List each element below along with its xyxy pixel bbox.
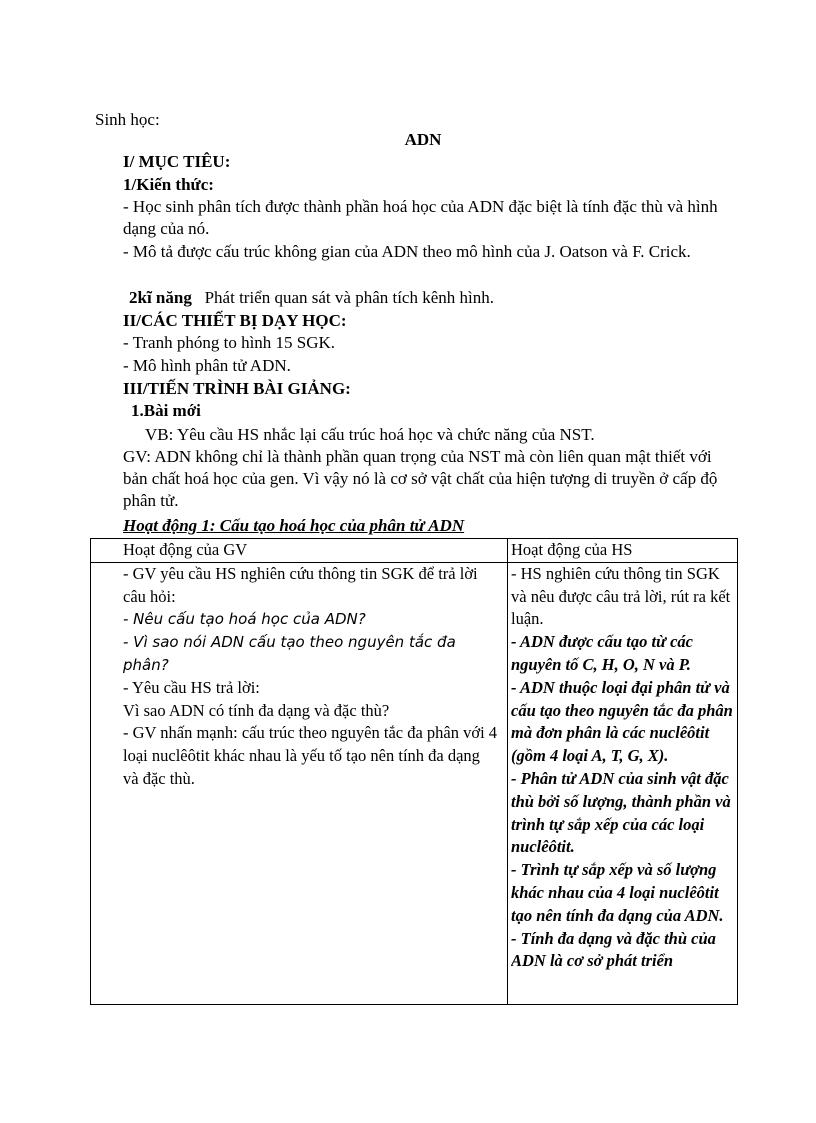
subject-label: Sinh học: [95, 110, 160, 129]
table-header-row [91, 539, 738, 563]
section3-vb: VB: Yêu cầu HS nhắc lại cấu trúc hoá học và chức năng của NST. [145, 425, 595, 444]
activity-table [90, 538, 738, 1005]
gv-cell-content [123, 563, 499, 1004]
section2-item1: - Tranh phóng to hình 15 SGK. [123, 333, 336, 352]
section3-gv: GV: ADN không chỉ là thành phần quan trọng của NST mà còn liên quan mật thiết với bản chất hoá học của gen. Vì vậy nó là cơ sở vật chất của hiện tượng di truyền ở cấp độ phân tử. [123, 447, 718, 510]
section2-item2: - Mô hình phân tử ADN. [123, 356, 291, 375]
hs-cell-line: - Tính đa dạng và đặc thù của ADN là cơ sở phát triển [511, 928, 716, 971]
gv-cell-line: - Yêu cầu HS trả lời: [123, 677, 260, 697]
gv-cell-line: - GV yêu cầu HS nghiên cứu thông tin SGK để trả lời câu hỏi: [123, 563, 478, 606]
header-hs: Hoạt động của HS [508, 539, 738, 563]
hs-cell-content [511, 563, 733, 1004]
gv-cell-line: Vì sao ADN có tính đa dạng và đặc thù? [123, 700, 390, 720]
section1-sub1: 1/Kiến thức: [123, 175, 214, 194]
page-title: ADN [404, 130, 442, 149]
gv-cell-line: - Nêu cấu tạo hoá học của ADN? [123, 610, 366, 629]
skill-text: Phát triển quan sát và phân tích kênh hình. [204, 288, 495, 307]
table-row [91, 562, 738, 1004]
section3-heading: III/TIẾN TRÌNH BÀI GIẢNG: [123, 379, 351, 398]
section3-sub1: 1.Bài mới [131, 401, 201, 420]
section1-item2: - Mô tả được cấu trúc không gian của ADN theo mô hình của J. Oatson và F. Crick. [123, 242, 691, 261]
gv-cell [91, 562, 508, 1004]
header-gv: Hoạt động của GV [91, 539, 508, 563]
section1-item1: - Học sinh phân tích được thành phần hoá học của ADN đặc biệt là tính đặc thù và hình dạng của nó. [123, 197, 718, 238]
gv-cell-line: - Vì sao nói ADN cấu tạo theo nguyên tắc đa phân? [123, 633, 456, 674]
hs-cell-line: - Trình tự sắp xếp và số lượng khác nhau của 4 loại nuclêôtit tạo nên tính đa dạng của ADN. [511, 860, 724, 925]
section1-skill-line [129, 287, 494, 309]
hs-cell-line: - ADN được cấu tạo từ các nguyên tố C, H, O, N và P. [511, 632, 693, 674]
skill-label: 2kĩ năng [129, 288, 192, 307]
section1-heading: I/ MỤC TIÊU: [123, 152, 231, 171]
gv-cell-line: - GV nhấn mạnh: cấu trúc theo nguyên tắc đa phân với 4 loại nuclêôtit khác nhau là yếu tố tạo nên tính đa dạng và đặc thù. [123, 723, 498, 788]
hs-cell-line: - HS nghiên cứu thông tin SGK và nêu được câu trả lời, rút ra kết luận. [511, 563, 731, 629]
activity1-title: Hoạt động 1: Cấu tạo hoá học của phân tử ADN [123, 516, 465, 535]
hs-cell-line: - Phân tử ADN của sinh vật đặc thù bởi số lượng, thành phần và trình tự sắp xếp của các loại nuclêôtit. [511, 768, 731, 857]
hs-cell [508, 562, 738, 1004]
section2-heading: II/CÁC THIẾT BỊ DẠY HỌC: [123, 311, 347, 330]
hs-cell-line: - ADN thuộc loại đại phân tử và cấu tạo theo nguyên tắc đa phân mà đơn phân là các nuclêôtit (gồm 4 loại A, T, G, X). [511, 677, 733, 766]
